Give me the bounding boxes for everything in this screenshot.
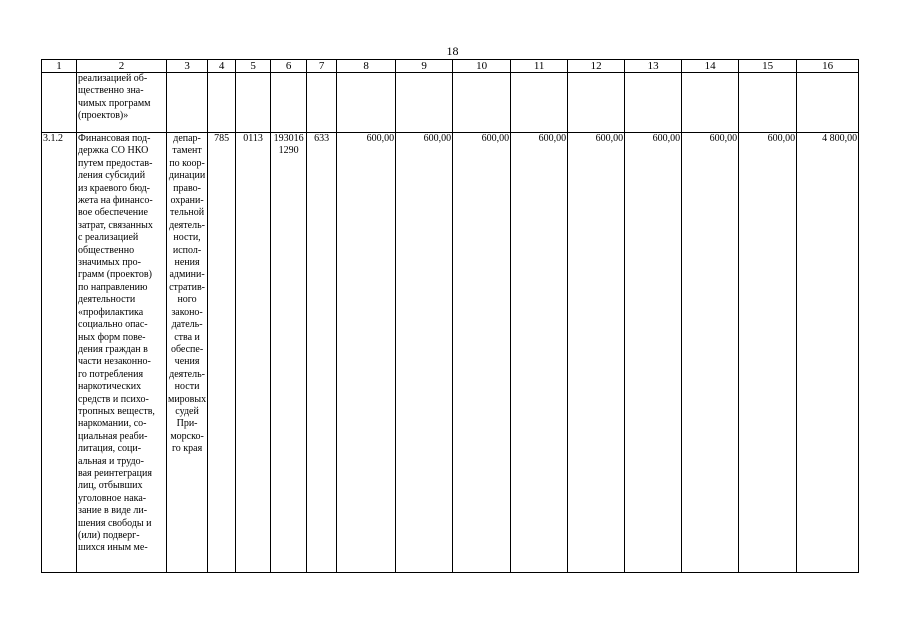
expense-type-code: 633 — [307, 133, 337, 573]
table-cell — [42, 73, 77, 133]
year-value: 600,00 — [625, 133, 682, 573]
column-header: 4 — [208, 60, 236, 73]
section-code: 0113 — [236, 133, 271, 573]
continued-description: реализацией об- щественно зна- чимых программ (проектов)» — [77, 73, 167, 133]
column-header: 5 — [236, 60, 271, 73]
column-header: 13 — [625, 60, 682, 73]
table-cell — [307, 73, 337, 133]
item-executor: депар- тамент по коор- динации право- охрани- тельной деятель- ности, испол- нения админи- стратив- ного законо- датель- ства и обеспе- чения деятель- ности мировых судей При- морско- го края — [167, 133, 208, 573]
table-cell — [208, 73, 236, 133]
grbs-code: 785 — [208, 133, 236, 573]
table-cell — [625, 73, 682, 133]
item-description: Финансовая под- держка СО НКО путем предостав- ления субсидий из краевого бюд- жета на финансо- вое обеспечение затрат, связанных с реализацией общественно значимых про- грамм (проектов) по направлению деятельности «профилактика социально опас- ных форм пове- дения граждан в части незаконно- го потребления наркотических средств и психо- тропных веществ, наркомании, со- циальная реаби- литация, соци- альная и трудо- вая реинтеграция лиц, отбывших уголовное нака- зание в виде ли- шения свободы и (или) подверг- шихся иным ме- — [77, 133, 167, 573]
column-header: 14 — [682, 60, 739, 73]
year-value: 600,00 — [682, 133, 739, 573]
year-value: 600,00 — [396, 133, 453, 573]
column-header: 6 — [271, 60, 307, 73]
year-value: 600,00 — [739, 133, 797, 573]
column-header: 8 — [337, 60, 396, 73]
table-cell — [167, 73, 208, 133]
table-cell — [682, 73, 739, 133]
column-header: 1 — [42, 60, 77, 73]
total-value: 4 800,00 — [797, 133, 859, 573]
page-number: 18 — [446, 44, 459, 58]
year-value: 600,00 — [568, 133, 625, 573]
item-code: 3.1.2 — [42, 133, 77, 573]
table-row — [42, 133, 859, 573]
column-header: 11 — [511, 60, 568, 73]
table-cell — [337, 73, 396, 133]
target-article-code: 193016 1290 — [271, 133, 307, 573]
column-header: 2 — [77, 60, 167, 73]
column-header: 9 — [396, 60, 453, 73]
year-value: 600,00 — [337, 133, 396, 573]
table-cell — [453, 73, 511, 133]
column-header: 16 — [797, 60, 859, 73]
column-header: 7 — [307, 60, 337, 73]
table-cell — [739, 73, 797, 133]
table-cell — [568, 73, 625, 133]
table-cell — [236, 73, 271, 133]
continuation-row — [42, 73, 859, 133]
column-header: 15 — [739, 60, 797, 73]
year-value: 600,00 — [511, 133, 568, 573]
table-cell — [797, 73, 859, 133]
column-header: 10 — [453, 60, 511, 73]
table-cell — [271, 73, 307, 133]
year-value: 600,00 — [453, 133, 511, 573]
table-cell — [511, 73, 568, 133]
table-cell — [396, 73, 453, 133]
column-number-row — [42, 60, 859, 73]
budget-table — [41, 59, 859, 573]
column-header: 12 — [568, 60, 625, 73]
column-header: 3 — [167, 60, 208, 73]
